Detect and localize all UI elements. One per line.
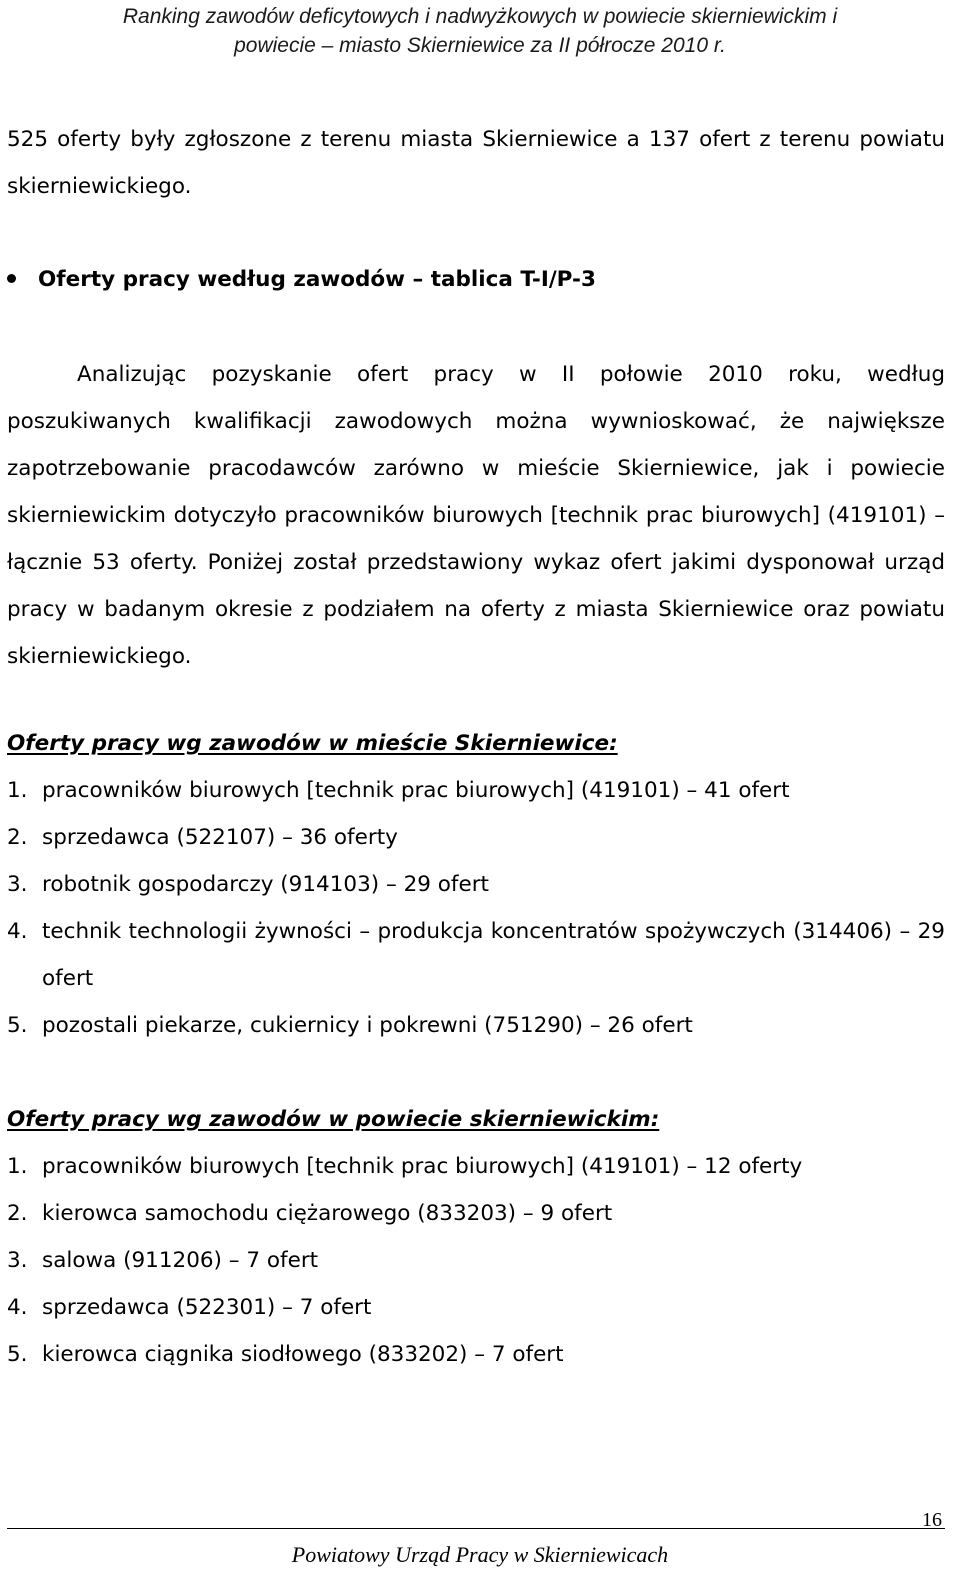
list-item-number: 3. (7, 872, 28, 897)
list-item-text: pozostali piekarze, cukiernicy i pokrewni (751290) – 26 ofert (42, 1013, 693, 1038)
list-item (7, 1284, 945, 1331)
bullet-heading-text: Oferty pracy według zawodów – tablica T-I/P-3 (38, 267, 596, 292)
footer-divider (7, 1528, 945, 1529)
list-item (7, 1331, 945, 1378)
list-item (7, 814, 945, 861)
intro-paragraph: 525 oferty były zgłoszone z terenu miasta Skierniewice a 137 ofert z terenu powiatu skierniewickiego. (7, 127, 945, 199)
list-item-text: sprzedawca (522107) – 36 oferty (42, 825, 398, 850)
list-item-text: sprzedawca (522301) – 7 ofert (42, 1295, 372, 1320)
city-offers-title: Oferty pracy wg zawodów w mieście Skierniewice: (7, 731, 618, 756)
section-spacer (7, 1049, 945, 1096)
list-item-number: 5. (7, 1013, 28, 1038)
bullet-heading (7, 256, 945, 303)
list-item-number: 1. (7, 1154, 28, 1179)
list-item (7, 861, 945, 908)
list-item-number: 4. (7, 1295, 28, 1320)
list-item-number: 1. (7, 778, 28, 803)
list-item-text: kierowca samochodu ciężarowego (833203) – 9 ofert (42, 1201, 613, 1226)
list-item-number: 2. (7, 825, 28, 850)
list-item-text: pracowników biurowych [technik prac biurowych] (419101) – 41 ofert (42, 778, 790, 803)
page-footer: Powiatowy Urząd Pracy w Skierniewicach (291, 1542, 669, 1567)
list-item (7, 1190, 945, 1237)
page-number: 16 (922, 1509, 942, 1531)
list-item-number: 3. (7, 1248, 28, 1273)
county-offers-title: Oferty pracy wg zawodów w powiecie skierniewickim: (7, 1107, 660, 1132)
list-item-number: 5. (7, 1342, 28, 1367)
offers-lists (7, 720, 945, 1378)
list-item (7, 1143, 945, 1190)
bullet-icon (7, 274, 16, 283)
list-item (7, 1002, 945, 1049)
county-offers-list (7, 1143, 945, 1378)
header-line-1: Ranking zawodów deficytowych i nadwyżkowych w powiecie skierniewickim i (122, 5, 838, 28)
city-offers-list (7, 767, 945, 1049)
list-item-number: 2. (7, 1201, 28, 1226)
list-item-text: pracowników biurowych [technik prac biurowych] (419101) – 12 oferty (42, 1154, 803, 1179)
list-item-text: salowa (911206) – 7 ofert (42, 1248, 319, 1273)
page-header (0, 2, 960, 60)
analysis-paragraph: Analizując pozyskanie ofert pracy w II połowie 2010 roku, według poszukiwanych kwalifikacji zawodowych można wywnioskować, że największe zapotrzebowanie pracodawców zarówno w mieście Skierniewice, jak i powiecie skierniewickim dotyczyło pracowników biurowych [technik prac biurowych] (419101) – łącznie 53 oferty. Poniżej został przedstawiony wykaz ofert jakimi dysponował urząd pracy w badanym okresie z podziałem na oferty z miasta Skierniewice oraz powiatu skierniewickiego. (7, 362, 945, 669)
list-item (7, 908, 945, 1002)
list-item-text: robotnik gospodarczy (914103) – 29 ofert (42, 872, 489, 897)
list-item-text: technik technologii żywności – produkcja koncentratów spożywczych (314406) – 29 ofert (42, 919, 945, 991)
header-line-2: powiecie – miasto Skierniewice za II półrocze 2010 r. (234, 34, 726, 57)
list-item (7, 767, 945, 814)
list-item-text: kierowca ciągnika siodłowego (833202) – 7 ofert (42, 1342, 564, 1367)
analysis-section (7, 351, 945, 680)
list-item-number: 4. (7, 919, 28, 944)
list-item (7, 1237, 945, 1284)
intro-section (7, 116, 945, 210)
